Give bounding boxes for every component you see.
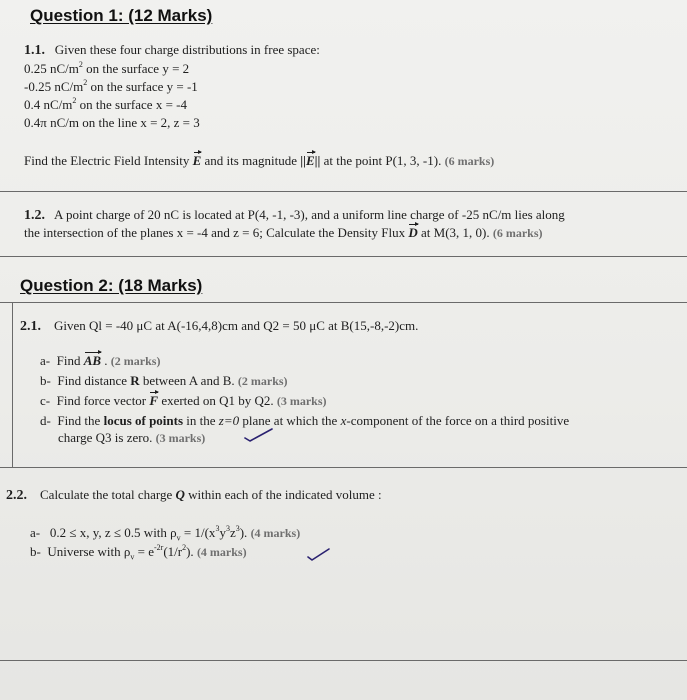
marks-1-2: (6 marks) <box>492 226 543 240</box>
problem-2-2-text: Calculate the total charge <box>40 487 176 502</box>
item-c-text: Find force vector <box>56 393 150 408</box>
item-b-text: Find distance <box>57 373 131 388</box>
item-2-1-a <box>40 354 160 368</box>
item-2-2-a-t3: y <box>219 525 226 540</box>
divider-1-1 <box>0 191 687 192</box>
problem-2-2-number: 2.2. <box>6 488 27 503</box>
marks-2-2-a: (4 marks) <box>250 526 301 540</box>
charge-1-exponent: 2 <box>78 59 83 69</box>
marks-2-1-c: (3 marks) <box>276 394 327 408</box>
problem-1-2-line-2 <box>24 226 543 240</box>
problem-2-1-text: Given Ql = -40 μC at A(-16,4,8)cm and Q2 = 50 μC at B(15,-8,-2)cm. <box>54 318 419 333</box>
problem-1-1-number: 1.1. <box>24 43 45 58</box>
problem-1-2-text-1: A point charge of 20 nC is located at P(4, -1, -3), and a uniform line charge of -25 nC/m lies along <box>54 207 565 222</box>
locus-of-points: locus of points <box>103 413 184 428</box>
item-2-2-b-t2: = e <box>134 544 154 559</box>
item-2-1-b <box>40 374 288 388</box>
item-b-label: b- <box>40 373 51 388</box>
item-d-label: d- <box>40 413 51 428</box>
item-a-text-2: . <box>101 353 111 368</box>
vector-AB: AB <box>83 353 102 368</box>
charge-line-2 <box>24 77 198 94</box>
item-a-text: Find <box>56 353 84 368</box>
item-d-text-3: plane at which the <box>239 413 341 428</box>
item-2-2-a-label: a- <box>30 525 41 540</box>
item-c-label: c- <box>40 393 51 408</box>
item-2-2-b-t1: Universe with ρ <box>47 544 131 559</box>
exp-y: 3 <box>225 523 230 533</box>
divider-1-2 <box>0 256 687 257</box>
item-c-text-2: exerted on Q1 by Q2. <box>158 393 277 408</box>
charge-2-exponent: 2 <box>83 77 88 87</box>
problem-2-1-number: 2.1. <box>20 319 41 334</box>
item-2-2-a-t4: z <box>229 525 236 540</box>
item-d-text: Find the <box>57 413 104 428</box>
task-1-1-part-a: Find the Electric Field Intensity <box>24 153 193 168</box>
item-d-text-2: in the <box>183 413 219 428</box>
vector-E: E <box>192 153 202 168</box>
marks-2-2-b: (4 marks) <box>196 545 247 559</box>
charge-line-3 <box>24 95 187 112</box>
charge-2-location: on the surface y = -1 <box>87 79 198 94</box>
charge-3-value: 0.4 nC/m <box>24 97 73 112</box>
marks-1-1: (6 marks) <box>444 154 495 168</box>
charge-line-1 <box>24 59 190 76</box>
rho-subscript-b: v <box>130 552 135 562</box>
problem-1-1-task <box>24 154 494 168</box>
item-2-1-c <box>40 394 327 408</box>
exp-x: 3 <box>215 523 220 533</box>
problem-1-2-text-2: the intersection of the planes x = -4 and z = 6; Calculate the Density Flux <box>24 225 409 240</box>
charge-3-location: on the surface x = -4 <box>76 97 187 112</box>
problem-1-2-line-1 <box>24 208 565 223</box>
x-component: x <box>340 413 347 428</box>
norm-close: || <box>314 153 321 168</box>
problem-1-2-text-3: at M(3, 1, 0). <box>417 225 493 240</box>
marks-2-1-b: (2 marks) <box>237 374 288 388</box>
item-2-2-a-t1: 0.2 ≤ x, y, z ≤ 0.5 with ρ <box>49 525 177 540</box>
plane-z0: z=0 <box>218 413 240 428</box>
item-2-1-d-line-2 <box>58 431 205 445</box>
question-1-heading: Question 1: (12 Marks) <box>30 6 213 25</box>
divider-2-1 <box>0 467 687 468</box>
item-2-2-a <box>30 523 301 546</box>
item-d-text-4: -component of the force on a third positive <box>346 413 570 428</box>
task-1-1-part-b: and its magnitude <box>201 153 301 168</box>
item-2-2-b-label: b- <box>30 544 41 559</box>
question-2-heading: Question 2: (18 Marks) <box>20 276 203 295</box>
problem-2-1-intro <box>20 319 418 334</box>
distance-R: R <box>130 373 140 388</box>
item-d-text-5: charge Q3 is zero. <box>58 430 156 445</box>
vector-F: F <box>149 393 159 408</box>
item-2-1-d-line-1 <box>40 414 569 428</box>
item-b-text-2: between A and B. <box>139 373 238 388</box>
item-2-2-b <box>30 542 247 565</box>
exp-r2: 2 <box>182 542 187 552</box>
charge-2-value: -0.25 nC/m <box>24 79 84 94</box>
charge-4-value: 0.4π nC/m on the line x = 2, z = 3 <box>24 115 200 130</box>
q2-left-border <box>12 302 13 467</box>
marks-2-1-d: (3 marks) <box>155 431 206 445</box>
checkmark-icon <box>306 545 332 563</box>
task-1-1-part-c: at the point P(1, 3, -1). <box>320 153 445 168</box>
charge-1-value: 0.25 nC/m <box>24 61 79 76</box>
norm-open: || <box>300 153 306 168</box>
rho-subscript-a: v <box>176 533 181 543</box>
charge-3-exponent: 2 <box>72 95 77 105</box>
charge-line-4 <box>24 116 200 130</box>
charge-1-location: on the surface y = 2 <box>82 61 190 76</box>
item-2-2-b-t4: ). <box>186 544 197 559</box>
problem-1-2-number: 1.2. <box>24 208 45 223</box>
vector-E-magnitude: E <box>305 153 315 168</box>
vector-D: D <box>408 225 418 240</box>
item-a-label: a- <box>40 353 51 368</box>
exp-neg-2r: -2r <box>153 542 164 552</box>
marks-2-1-a: (2 marks) <box>110 354 161 368</box>
exp-z: 3 <box>235 523 240 533</box>
item-2-2-a-t2: = 1/(x <box>180 525 216 540</box>
total-charge-Q: Q <box>175 487 185 502</box>
divider-bottom <box>0 660 687 661</box>
problem-2-2-text-2: within each of the indicated volume : <box>184 487 382 502</box>
problem-1-1-text: Given these four charge distributions in free space: <box>54 42 320 57</box>
checkmark-icon <box>243 426 275 444</box>
divider-q2-top <box>0 302 687 303</box>
problem-1-1-intro <box>24 43 320 58</box>
item-2-2-a-t5: ). <box>239 525 251 540</box>
problem-2-2-intro <box>6 488 382 503</box>
item-2-2-b-t3: (1/r <box>163 544 183 559</box>
